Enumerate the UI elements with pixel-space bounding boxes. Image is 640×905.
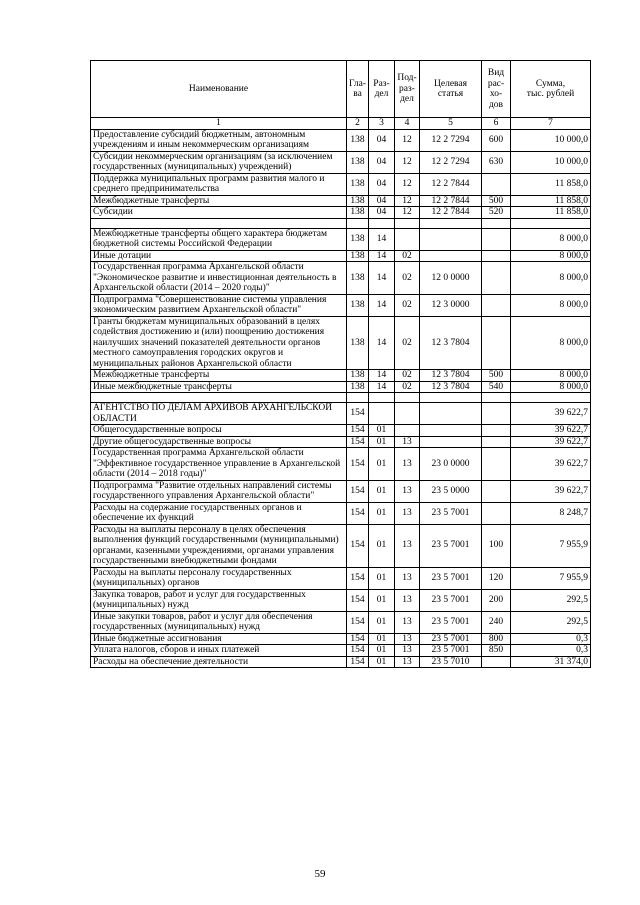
row-razdel: 14 (369, 316, 395, 370)
table-row (91, 645, 591, 657)
blank-cell (347, 393, 369, 403)
row-name: Иные закупки товаров, работ и услуг для обеспечения государственных (муниципальных) нужд (91, 611, 347, 633)
table-row (91, 656, 591, 668)
column-number: 3 (369, 118, 395, 130)
row-sum: 8 000,0 (511, 250, 591, 262)
row-podrazdel: 13 (395, 436, 420, 448)
row-glava: 138 (347, 294, 369, 316)
row-glava: 154 (347, 633, 369, 645)
row-vid (482, 425, 511, 437)
row-vid (482, 502, 511, 524)
header-name: Наименование (91, 61, 347, 118)
row-vid (482, 403, 511, 425)
row-sum: 292,5 (511, 611, 591, 633)
row-name: Государственная программа Архангельской области "Экономическое развитие и инвестиционная деятельность в Архангельской области (2014 – 2020 годы)" (91, 262, 347, 295)
row-vid: 240 (482, 611, 511, 633)
row-sum: 8 248,7 (511, 502, 591, 524)
row-razdel: 01 (369, 480, 395, 502)
row-vid: 520 (482, 207, 511, 219)
row-glava: 154 (347, 567, 369, 589)
blank-cell (369, 393, 395, 403)
row-target: 23 5 7001 (420, 502, 482, 524)
row-name: Иные межбюджетные трансферты (91, 381, 347, 393)
row-vid (482, 173, 511, 195)
header-razdel: Раз- дел (369, 61, 395, 118)
row-vid: 540 (482, 381, 511, 393)
row-vid (482, 250, 511, 262)
budget-table (90, 60, 591, 668)
blank-cell (420, 218, 482, 228)
row-glava: 154 (347, 436, 369, 448)
row-glava: 154 (347, 425, 369, 437)
row-name: Иные бюджетные ассигнования (91, 633, 347, 645)
row-target: 12 0 0000 (420, 262, 482, 295)
row-podrazdel: 13 (395, 656, 420, 668)
row-sum: 8 000,0 (511, 228, 591, 250)
row-name: АГЕНТСТВО ПО ДЕЛАМ АРХИВОВ АРХАНГЕЛЬСКОЙ ОБЛАСТИ (91, 403, 347, 425)
row-podrazdel: 13 (395, 567, 420, 589)
row-podrazdel: 12 (395, 207, 420, 219)
table-row (91, 370, 591, 382)
row-name: Межбюджетные трансферты общего характера бюджетам бюджетной системы Российской Федерации (91, 228, 347, 250)
table-row (91, 436, 591, 448)
table-row (91, 448, 591, 481)
row-podrazdel (395, 228, 420, 250)
row-sum: 8 000,0 (511, 316, 591, 370)
blank-cell (482, 393, 511, 403)
agency-row (91, 403, 591, 425)
blank-cell (511, 218, 591, 228)
row-vid (482, 294, 511, 316)
row-razdel: 14 (369, 294, 395, 316)
row-glava: 154 (347, 480, 369, 502)
row-sum: 8 000,0 (511, 262, 591, 295)
row-razdel: 14 (369, 228, 395, 250)
row-glava: 138 (347, 173, 369, 195)
row-podrazdel: 13 (395, 633, 420, 645)
row-glava: 138 (347, 370, 369, 382)
blank-cell (482, 218, 511, 228)
row-target (420, 436, 482, 448)
row-razdel (369, 403, 395, 425)
row-podrazdel: 02 (395, 294, 420, 316)
table-row (91, 173, 591, 195)
row-glava: 138 (347, 262, 369, 295)
table-body (91, 129, 591, 668)
row-target: 23 0 0000 (420, 448, 482, 481)
row-name: Подпрограмма "Совершенствование системы управления экономическим развитием Архангельской области" (91, 294, 347, 316)
table-row (91, 151, 591, 173)
row-glava: 138 (347, 228, 369, 250)
column-number: 1 (91, 118, 347, 130)
row-vid (482, 656, 511, 668)
row-vid (482, 262, 511, 295)
row-target: 12 3 7804 (420, 370, 482, 382)
table-row (91, 294, 591, 316)
row-target (420, 228, 482, 250)
row-vid (482, 480, 511, 502)
table-row (91, 129, 591, 151)
blank-cell (395, 393, 420, 403)
table-row (91, 425, 591, 437)
row-glava: 154 (347, 502, 369, 524)
row-podrazdel: 12 (395, 195, 420, 207)
row-target (420, 250, 482, 262)
row-sum: 39 622,7 (511, 448, 591, 481)
header-vid: Вид рас- хо- дов (482, 61, 511, 118)
row-target: 23 5 7001 (420, 633, 482, 645)
column-number: 6 (482, 118, 511, 130)
column-number: 7 (511, 118, 591, 130)
row-razdel: 01 (369, 524, 395, 567)
row-podrazdel: 13 (395, 589, 420, 611)
row-name: Межбюджетные трансферты (91, 195, 347, 207)
row-name: Государственная программа Архангельской области "Эффективное государственное управление в Архангельской области (2014 – 2018 годы)" (91, 448, 347, 481)
page-number: 59 (314, 868, 326, 880)
row-razdel: 01 (369, 589, 395, 611)
table-row (91, 381, 591, 393)
row-target: 23 5 7001 (420, 567, 482, 589)
row-target: 23 5 0000 (420, 480, 482, 502)
row-razdel: 01 (369, 448, 395, 481)
row-name: Предоставление субсидий бюджетным, автономным учреждениям и иным некоммерческим организациям (91, 129, 347, 151)
row-sum: 39 622,7 (511, 403, 591, 425)
row-razdel: 01 (369, 425, 395, 437)
row-name: Субсидии некоммерческим организациям (за исключением государственных (муниципальных) учреждений) (91, 151, 347, 173)
row-razdel: 14 (369, 262, 395, 295)
row-vid (482, 228, 511, 250)
row-razdel: 04 (369, 195, 395, 207)
blank-cell (395, 218, 420, 228)
row-vid (482, 436, 511, 448)
row-podrazdel (395, 425, 420, 437)
row-name: Гранты бюджетам муниципальных образований в целях содействия достижению и (или) поощрению достижения наилучших значений показателей деятельности органов местного самоуправления городских округов и муниципальных районов Архангельской области (91, 316, 347, 370)
row-name: Иные дотации (91, 250, 347, 262)
blank-cell (347, 218, 369, 228)
row-vid: 800 (482, 633, 511, 645)
row-vid: 600 (482, 129, 511, 151)
table-row (91, 480, 591, 502)
row-sum: 10 000,0 (511, 151, 591, 173)
row-razdel: 14 (369, 370, 395, 382)
row-razdel: 04 (369, 207, 395, 219)
row-name: Поддержка муниципальных программ развития малого и среднего предпринимательства (91, 173, 347, 195)
row-glava: 138 (347, 381, 369, 393)
row-podrazdel: 02 (395, 262, 420, 295)
row-razdel: 01 (369, 611, 395, 633)
row-sum: 8 000,0 (511, 370, 591, 382)
row-name: Другие общегосударственные вопросы (91, 436, 347, 448)
row-vid (482, 316, 511, 370)
row-podrazdel: 13 (395, 448, 420, 481)
row-glava: 154 (347, 448, 369, 481)
row-target: 12 2 7294 (420, 129, 482, 151)
row-podrazdel: 13 (395, 611, 420, 633)
row-razdel: 01 (369, 436, 395, 448)
row-podrazdel: 13 (395, 645, 420, 657)
row-razdel: 01 (369, 656, 395, 668)
row-target: 23 5 7010 (420, 656, 482, 668)
row-vid: 120 (482, 567, 511, 589)
table-row (91, 589, 591, 611)
row-glava: 138 (347, 129, 369, 151)
row-sum: 7 955,9 (511, 567, 591, 589)
row-name: Подпрограмма "Развитие отдельных направлений системы государственного управления Архангельской области" (91, 480, 347, 502)
table-row (91, 228, 591, 250)
row-name: Закупка товаров, работ и услуг для государственных (муниципальных) нужд (91, 589, 347, 611)
row-razdel: 14 (369, 250, 395, 262)
column-number-row (91, 118, 591, 130)
table-row (91, 207, 591, 219)
row-glava: 138 (347, 151, 369, 173)
row-name: Расходы на выплаты персоналу в целях обеспечения выполнения функций государственными (муниципальными) органами, казенными учреждениями, органами управления государственными внебюджетными фондами (91, 524, 347, 567)
row-glava: 154 (347, 656, 369, 668)
header-sum: Сумма, тыс. рублей (511, 61, 591, 118)
row-glava: 154 (347, 403, 369, 425)
row-sum: 8 000,0 (511, 381, 591, 393)
row-razdel: 04 (369, 173, 395, 195)
row-target (420, 425, 482, 437)
row-target: 12 2 7294 (420, 151, 482, 173)
header-glava: Гла- ва (347, 61, 369, 118)
row-podrazdel: 12 (395, 173, 420, 195)
row-vid: 850 (482, 645, 511, 657)
row-name: Межбюджетные трансферты (91, 370, 347, 382)
row-glava: 138 (347, 195, 369, 207)
row-podrazdel: 12 (395, 151, 420, 173)
row-glava: 154 (347, 589, 369, 611)
row-sum: 39 622,7 (511, 480, 591, 502)
column-number: 5 (420, 118, 482, 130)
table-row (91, 195, 591, 207)
row-glava: 154 (347, 611, 369, 633)
blank-cell (420, 393, 482, 403)
table-row (91, 524, 591, 567)
row-vid: 200 (482, 589, 511, 611)
row-podrazdel: 13 (395, 480, 420, 502)
row-name: Расходы на содержание государственных органов и обеспечение их функций (91, 502, 347, 524)
row-target: 12 3 7804 (420, 381, 482, 393)
table-row (91, 502, 591, 524)
row-razdel: 14 (369, 381, 395, 393)
row-sum: 11 858,0 (511, 207, 591, 219)
row-glava: 138 (347, 250, 369, 262)
blank-cell (511, 393, 591, 403)
row-sum: 7 955,9 (511, 524, 591, 567)
row-name: Уплата налогов, сборов и иных платежей (91, 645, 347, 657)
row-target: 12 3 7804 (420, 316, 482, 370)
row-podrazdel (395, 403, 420, 425)
table-row (91, 567, 591, 589)
column-number: 4 (395, 118, 420, 130)
blank-cell (91, 393, 347, 403)
row-podrazdel: 02 (395, 381, 420, 393)
row-vid: 500 (482, 195, 511, 207)
header-row (91, 61, 591, 118)
row-sum: 8 000,0 (511, 294, 591, 316)
blank-cell (369, 218, 395, 228)
row-target: 12 2 7844 (420, 173, 482, 195)
row-vid: 630 (482, 151, 511, 173)
row-sum: 31 374,0 (511, 656, 591, 668)
row-target: 23 5 7001 (420, 589, 482, 611)
row-sum: 39 622,7 (511, 436, 591, 448)
row-glava: 138 (347, 207, 369, 219)
row-sum: 10 000,0 (511, 129, 591, 151)
table-row (91, 611, 591, 633)
row-name: Субсидии (91, 207, 347, 219)
row-target (420, 403, 482, 425)
row-podrazdel: 02 (395, 316, 420, 370)
row-sum: 0,3 (511, 633, 591, 645)
row-podrazdel: 13 (395, 524, 420, 567)
table-row (91, 633, 591, 645)
blank-row (91, 218, 591, 228)
header-target: Целевая статья (420, 61, 482, 118)
row-target: 12 2 7844 (420, 207, 482, 219)
table-row (91, 316, 591, 370)
row-target: 23 5 7001 (420, 611, 482, 633)
row-sum: 0,3 (511, 645, 591, 657)
blank-cell (91, 218, 347, 228)
row-sum: 11 858,0 (511, 173, 591, 195)
row-name: Общегосударственные вопросы (91, 425, 347, 437)
row-podrazdel: 13 (395, 502, 420, 524)
row-podrazdel: 12 (395, 129, 420, 151)
blank-row (91, 393, 591, 403)
table-row (91, 250, 591, 262)
row-sum: 292,5 (511, 589, 591, 611)
row-razdel: 04 (369, 151, 395, 173)
row-vid: 100 (482, 524, 511, 567)
row-sum: 39 622,7 (511, 425, 591, 437)
row-target: 23 5 7001 (420, 524, 482, 567)
row-glava: 138 (347, 316, 369, 370)
header-podrazdel: Под- раз- дел (395, 61, 420, 118)
row-vid: 500 (482, 370, 511, 382)
column-number: 2 (347, 118, 369, 130)
row-target: 23 5 7001 (420, 645, 482, 657)
row-glava: 154 (347, 645, 369, 657)
row-target: 12 3 0000 (420, 294, 482, 316)
row-razdel: 01 (369, 645, 395, 657)
row-razdel: 04 (369, 129, 395, 151)
row-razdel: 01 (369, 567, 395, 589)
row-razdel: 01 (369, 633, 395, 645)
row-podrazdel: 02 (395, 250, 420, 262)
row-glava: 154 (347, 524, 369, 567)
row-vid (482, 448, 511, 481)
row-razdel: 01 (369, 502, 395, 524)
row-name: Расходы на выплаты персоналу государственных (муниципальных) органов (91, 567, 347, 589)
row-podrazdel: 02 (395, 370, 420, 382)
row-target: 12 2 7844 (420, 195, 482, 207)
row-sum: 11 858,0 (511, 195, 591, 207)
table-row (91, 262, 591, 295)
row-name: Расходы на обеспечение деятельности (91, 656, 347, 668)
